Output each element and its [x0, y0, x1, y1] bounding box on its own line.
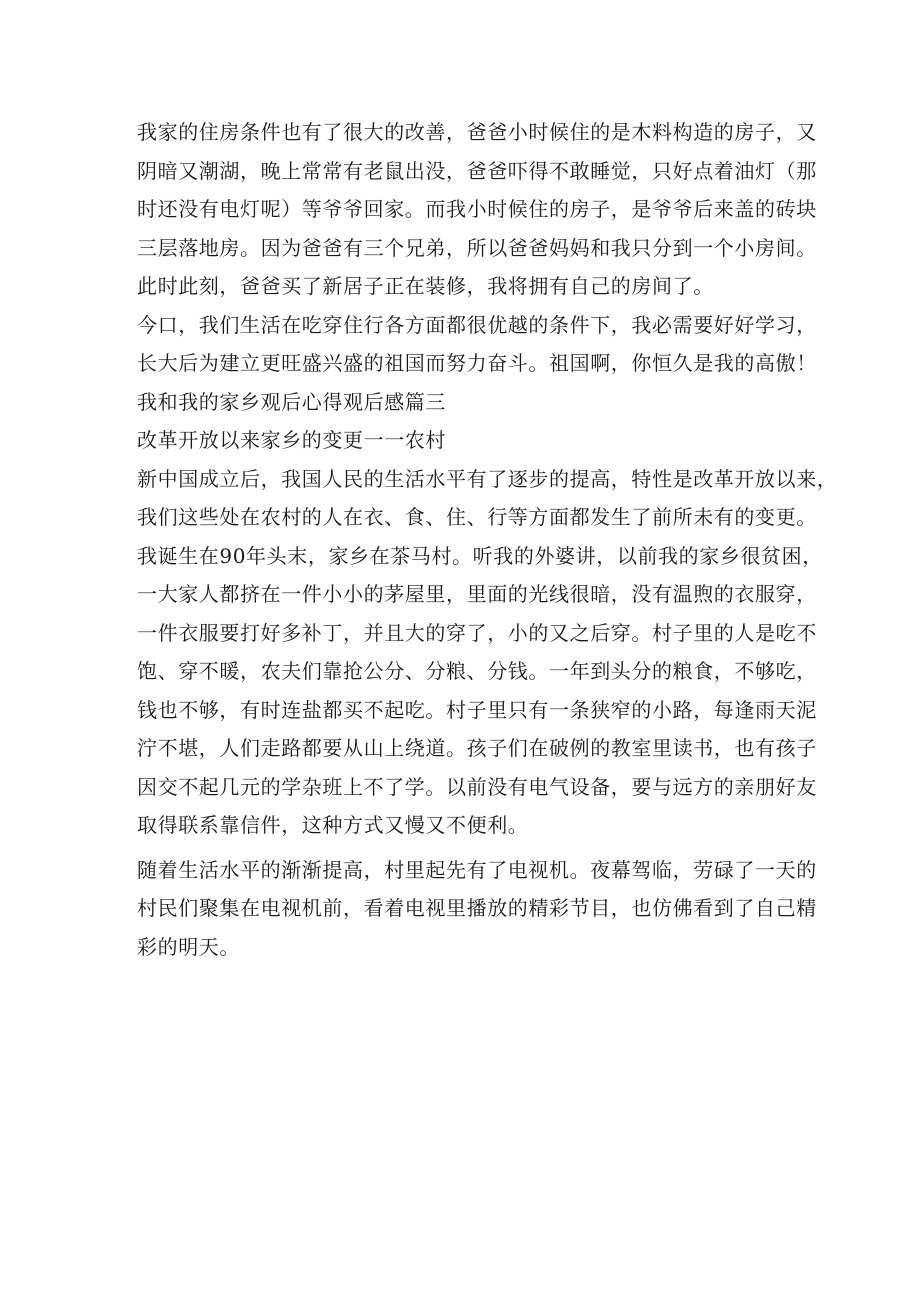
text-line: 一件衣服要打好多补丁，并且大的穿了，小的又之后穿。村子里的人是吃不 — [137, 620, 817, 645]
text-line: 泞不堪，人们走路都要从山上绕道。孩子们在破例的教室里读书，也有孩子 — [137, 736, 817, 760]
document-page — [137, 113, 838, 966]
text-line: 时还没有电灯呢）等爷爷回家。而我小时候住的房子，是爷爷后来盖的砖块 — [137, 197, 817, 221]
text-line: 因交不起几元的学杂班上不了学。以前没有电气设备，要与远方的亲朋好友 — [137, 774, 817, 799]
text-line: 我家的住房条件也有了很大的改善，爸爸小时候住的是木料构造的房子，又 — [137, 120, 817, 144]
text-line: 三层落地房。因为爸爸有三个兄弟，所以爸爸妈妈和我只分到一个小房间。 — [137, 235, 817, 260]
paragraph-housing — [137, 113, 817, 306]
text-line: 今口，我们生活在吃穿住行各方面都很优越的条件下，我必需要好好学习， — [137, 312, 817, 337]
article-title: 改革开放以来家乡的变更一一农村 — [137, 428, 446, 452]
section-heading: 我和我的家乡观后心得观后感篇三 — [137, 389, 446, 414]
text-line: 彩的明天。 — [137, 934, 240, 959]
text-line: 我诞生在90年头末，家乡在茶马村。听我的外婆讲，以前我的家乡很贫困， — [137, 543, 823, 568]
text-line: 随着生活水平的渐渐提高，村里起先有了电视机。夜幕驾临，劳碌了一天的 — [137, 857, 817, 882]
text-line: 我们这些处在农村的人在衣、食、住、行等方面都发生了前所未有的变更。 — [137, 505, 817, 529]
text-line: 长大后为建立更旺盛兴盛的祖国而努力奋斗。祖国啊，你恒久是我的高傲！ — [137, 351, 817, 375]
text-line: 村民们聚集在电视机前，看着电视里播放的精彩节目，也仿佛看到了自己精 — [137, 896, 817, 920]
paragraph-today — [137, 306, 838, 845]
text-line: 取得联系靠信件，这种方式又慢又不便利。 — [137, 813, 529, 837]
text-line: 钱也不够，有时连盐都买不起吃。村子里只有一条狭窄的小路，每逢雨天泥 — [137, 697, 817, 722]
text-line: 一大家人都挤在一件小小的茅屋里，里面的光线很暗，没有温煦的衣服穿， — [137, 582, 817, 606]
text-line: 阴暗又潮湖，晚上常常有老鼠出没，爸爸吓得不敢睡觉，只好点着油灯（那 — [137, 158, 817, 183]
text-line: 新中国成立后，我国人民的生活水平有了逐步的提高，特性是改革开放以来， — [137, 466, 838, 491]
paragraph-television — [137, 851, 817, 967]
text-line: 此时此刻，爸爸买了新居子正在装修，我将拥有自己的房间了。 — [137, 274, 714, 298]
text-line: 饱、穿不暖，农夫们靠抢公分、分粮、分钱。一年到头分的粮食，不够吃， — [137, 659, 817, 683]
